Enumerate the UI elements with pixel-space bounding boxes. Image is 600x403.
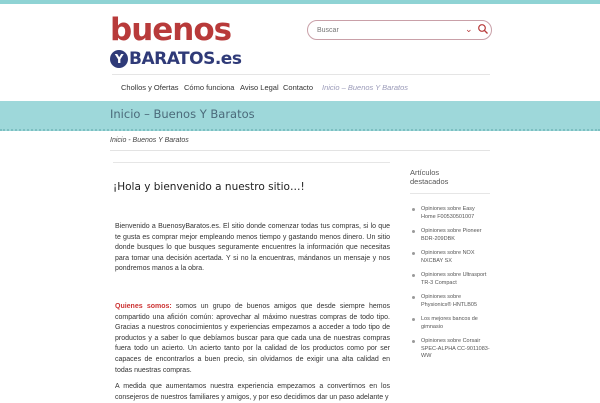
logo-y-badge: Y [110, 50, 128, 68]
featured-item-label: Opiniones sobre Pioneer BDR-209DBK [421, 228, 482, 242]
featured-item-label: Opiniones sobre NOX NXCBAY SX [421, 250, 475, 264]
featured-list [410, 206, 490, 368]
search-box [307, 20, 492, 40]
search-input[interactable] [317, 23, 457, 37]
featured-item[interactable] [410, 206, 490, 221]
bullet-icon [412, 296, 415, 299]
nav-contacto[interactable]: Contacto [283, 83, 314, 92]
featured-item[interactable] [410, 272, 490, 287]
nav-como-funciona[interactable]: Cómo funciona [184, 83, 235, 92]
featured-item[interactable] [410, 294, 490, 309]
page-title-band [0, 101, 600, 131]
bullet-icon [412, 340, 415, 343]
featured-item-label: Opiniones sobre Ultrasport TR-3 Compact [421, 272, 487, 286]
featured-item[interactable] [410, 250, 490, 265]
site-logo[interactable] [110, 12, 242, 69]
bullet-icon [412, 318, 415, 321]
experience-paragraph: A medida que aumentamos nuestra experiencia empezamos a convertirnos en los consejeros de nuestros familiares y amigos, y por eso decidimos dar un paso adelante y [115, 383, 390, 401]
intro-paragraph: Bienvenido a BuenosyBaratos.es. El sitio donde comenzar todas tus compras, si lo que te gusta es comprar mejor empleando menos tiempo y gastando menos dinero. Un sitio donde busques lo que busques seguramente encuentres la información que necesitas para tomar una decisión acertada. Y si no la encuentras, mándanos un mensaje y nos pondremos manos a la obra. [115, 223, 390, 273]
top-stripe [0, 0, 600, 4]
quienes-somos-label: Quienes somos: [115, 303, 172, 310]
chevron-down-icon[interactable]: ⌄ [465, 24, 473, 34]
breadcrumb-divider [110, 150, 490, 151]
bullet-icon [412, 274, 415, 277]
bullet-icon [412, 252, 415, 255]
breadcrumb[interactable]: Inicio - Buenos Y Baratos [110, 137, 189, 144]
logo-word-baratos [110, 48, 241, 70]
sidebar-title: Artículos destacados [410, 168, 449, 186]
nav-aviso-legal[interactable]: Aviso Legal [240, 83, 279, 92]
featured-item-label: Opiniones sobre Easy Home F00530501007 [421, 206, 475, 220]
main-content [113, 162, 390, 401]
logo-word-buenos: buenos [110, 12, 232, 48]
featured-item[interactable] [410, 228, 490, 243]
sidebar-divider [410, 193, 490, 194]
search-icon[interactable] [477, 23, 489, 35]
featured-item[interactable] [410, 316, 490, 331]
nav-chollos-y-ofertas[interactable]: Chollos y Ofertas [121, 83, 179, 92]
quienes-somos-paragraph [115, 302, 390, 376]
quienes-somos-text: somos un grupo de buenos amigos que desde siempre hemos compartido una afición común: aprovechar al máximo nuestras compras de todo tipo. Gracias a nuestros conocimientos y experiencias empezamos a acceder a todo tipo de productos y a saber lo que debíamos buscar para que cada una de nuestras compras fuera todo un acierto. Un acierto tanto por la calidad de los productos como por ser capaces de encontrarlos a buen precio, sin olvidarnos de exigir una alta calidad en todas nuestras compras. [115, 303, 390, 374]
bullet-icon [412, 208, 415, 211]
main-nav [112, 74, 490, 101]
featured-item-label: Opiniones sobre Physionics® HNTLB05 [421, 294, 478, 308]
nav-inicio[interactable]: Inicio – Buenos Y Baratos [322, 83, 409, 92]
page-title: Inicio – Buenos Y Baratos [110, 107, 255, 121]
welcome-heading: ¡Hola y bienvenido a nuestro sitio…! [113, 181, 305, 193]
sidebar-featured [410, 168, 490, 359]
featured-item-label: Opiniones sobre Corsair SPEC-ALPHA CC-9011083-WW [421, 338, 490, 359]
featured-item[interactable] [410, 338, 490, 361]
featured-item-label: Los mejores bancos de gimnasio [421, 316, 478, 330]
logo-baratos-text: BARATOS.es [129, 49, 242, 69]
bullet-icon [412, 230, 415, 233]
